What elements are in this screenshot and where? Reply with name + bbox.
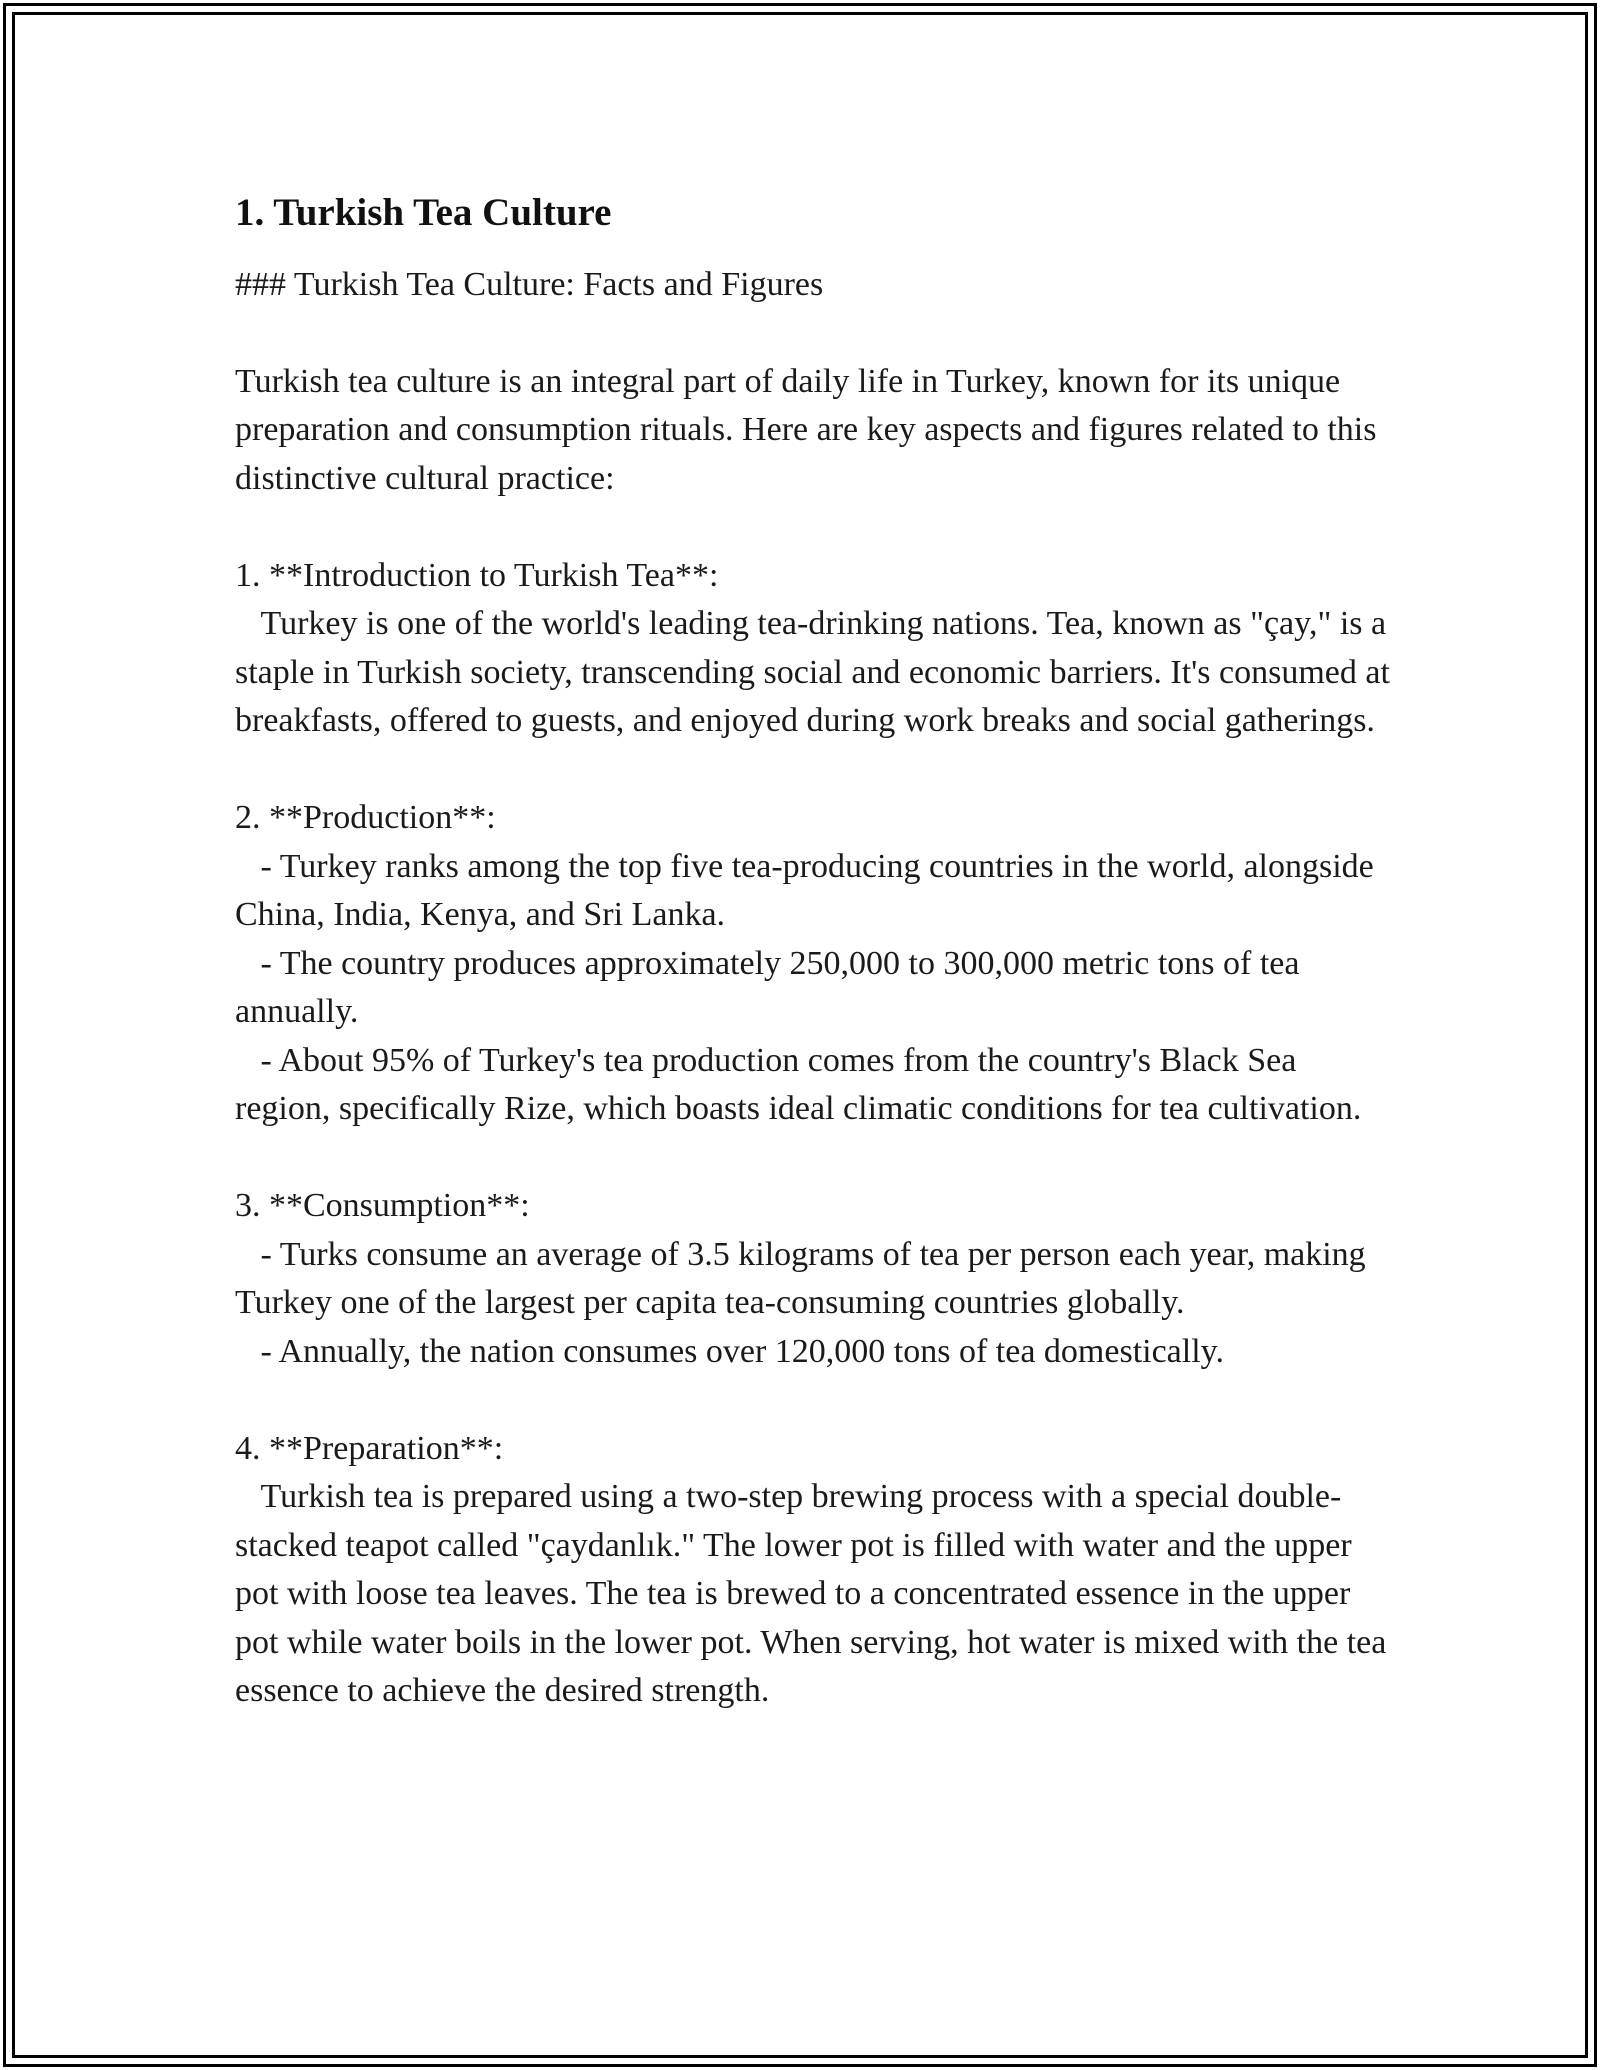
section-heading: 3. **Consumption**: <box>235 1187 530 1224</box>
section-introduction <box>235 552 1399 746</box>
document-subtitle: ### Turkish Tea Culture: Facts and Figures <box>235 266 824 303</box>
section-consumption <box>235 1182 1395 1376</box>
section-preparation <box>235 1425 1395 1716</box>
section-production <box>235 794 1395 1134</box>
intro-paragraph: Turkish tea culture is an integral part of daily life in Turkey, known for its unique preparation and consumption rituals. Here are key aspects and figures related to this distinctive cultural practice: <box>235 362 1385 497</box>
bullet-item: - Turkey ranks among the top five tea-producing countries in the world, alongside China, India, Kenya, and Sri Lanka. <box>235 847 1383 933</box>
bullet-item: - About 95% of Turkey's tea production comes from the country's Black Sea region, specifically Rize, which boasts ideal climatic conditions for tea cultivation. <box>235 1041 1362 1127</box>
document-title: 1. Turkish Tea Culture <box>235 191 612 234</box>
document-body <box>235 185 1399 1764</box>
section-heading: 2. **Production**: <box>235 799 496 836</box>
section-text: Turkish tea is prepared using a two-step brewing process with a special double-stacked teapot called "çaydanlık." The lower pot is filled with water and the upper pot with loose tea leaves. The tea is brewed to a concentrated essence in the upper pot while water boils in the lower pot. When serving, hot water is mixed with the tea essence to achieve the desired strength. <box>235 1478 1395 1709</box>
section-heading: 4. **Preparation**: <box>235 1429 504 1467</box>
bullet-item: - The country produces approximately 250,000 to 300,000 metric tons of tea annually. <box>235 944 1308 1030</box>
section-heading: 1. **Introduction to Turkish Tea**: <box>235 556 719 594</box>
bullet-item: - Annually, the nation consumes over 120,000 tons of tea domestically. <box>235 1332 1224 1370</box>
section-text: Turkey is one of the world's leading tea-drinking nations. Tea, known as "çay," is a staple in Turkish society, transcending social and economic barriers. It's consumed at breakfasts, offered to guests, and enjoyed during work breaks and social gatherings. <box>235 605 1399 739</box>
bullet-item: - Turks consume an average of 3.5 kilograms of tea per person each year, making Turkey one of the largest per capita tea-consuming countries globally. <box>235 1235 1374 1321</box>
